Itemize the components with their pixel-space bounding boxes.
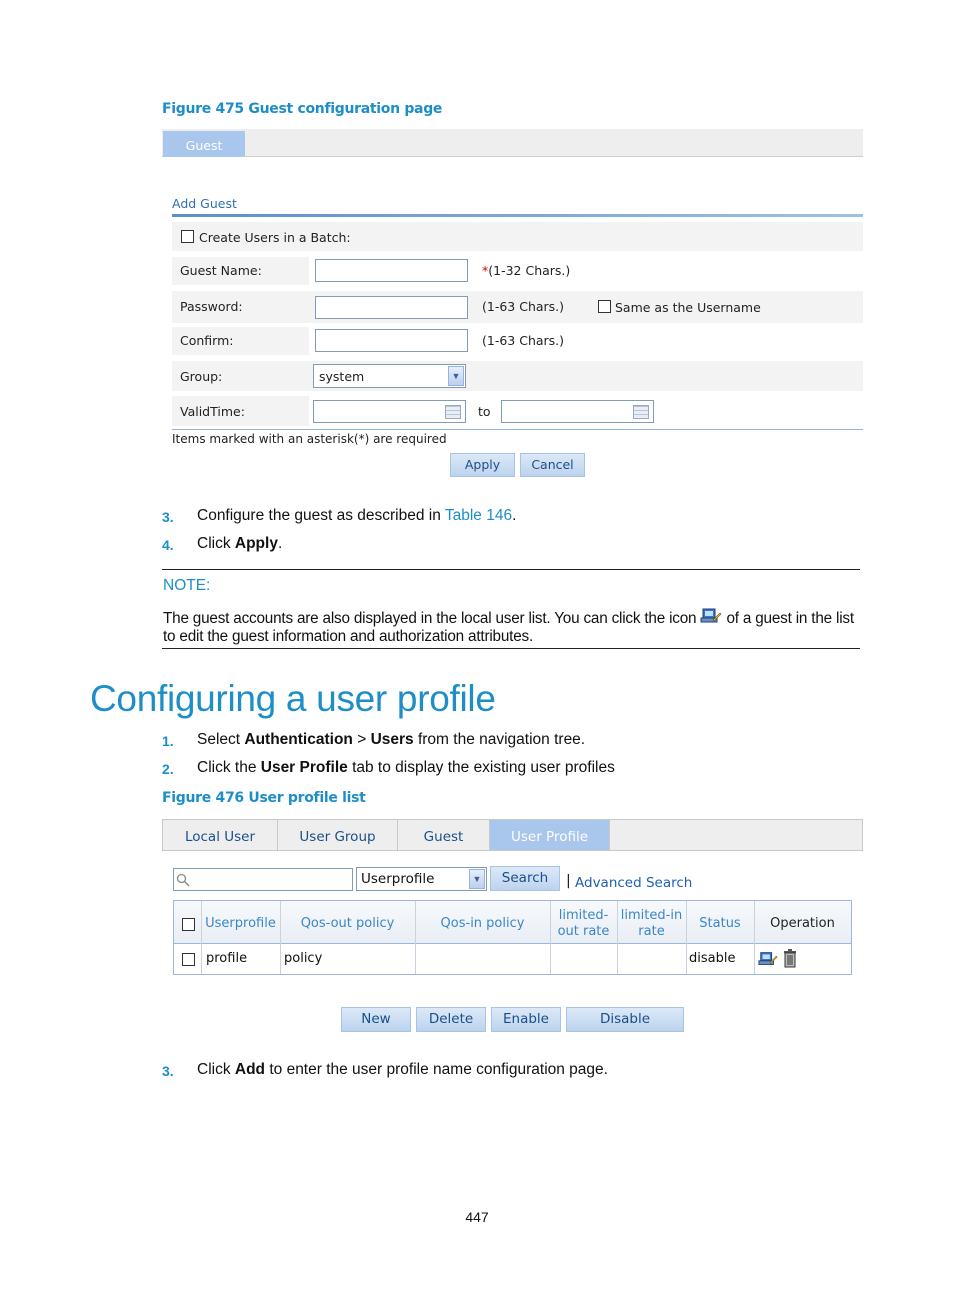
step-text: [197, 759, 615, 777]
note-line-2: to edit the guest information and authorization attributes.: [163, 628, 534, 645]
figure-476-caption: Figure 476 User profile list: [162, 790, 366, 806]
note-text: The guest accounts are also displayed in the local user list. You can click the icon: [163, 610, 697, 627]
confirm-input[interactable]: [315, 329, 468, 352]
step-text-part: to enter the user profile name configuration page.: [265, 1061, 608, 1078]
chevron-down-icon[interactable]: ▼: [469, 869, 485, 889]
cancel-button[interactable]: Cancel: [520, 453, 585, 477]
step-text-bold: User Profile: [260, 759, 348, 776]
validtime-start-input[interactable]: [313, 400, 466, 423]
required-asterisk: *: [482, 263, 489, 278]
table-146-link[interactable]: Table 146: [444, 507, 513, 524]
step-text-part: Configure the guest as described in: [197, 507, 445, 524]
search-input[interactable]: [173, 868, 353, 891]
advanced-search-link[interactable]: Advanced Search: [575, 875, 693, 891]
new-button[interactable]: New: [341, 1007, 411, 1032]
note-top-rule: [162, 569, 860, 570]
edit-icon[interactable]: [758, 950, 778, 968]
calendar-icon[interactable]: [445, 405, 461, 419]
table-row: [174, 944, 851, 974]
validtime-end-input[interactable]: [501, 400, 654, 423]
step-text-part: Click: [197, 1061, 235, 1078]
header-line: limited-in: [620, 908, 683, 923]
guest-name-label: Guest Name:: [180, 263, 262, 278]
batch-checkbox[interactable]: [181, 230, 194, 243]
edit-icon: [700, 607, 722, 623]
step-text: [197, 507, 516, 525]
password-label: Password:: [180, 299, 243, 314]
validtime-label: ValidTime:: [180, 404, 245, 419]
group-row: [172, 361, 863, 391]
column-header-qos-in[interactable]: Qos-in policy: [440, 916, 525, 931]
tab-user-profile[interactable]: User Profile: [490, 820, 610, 850]
tab-local-user[interactable]: Local User: [163, 820, 278, 850]
same-as-username-checkbox[interactable]: [598, 300, 611, 313]
step-text-part: .: [512, 507, 517, 524]
section-divider: [172, 214, 863, 217]
step-text-part: from the navigation tree.: [413, 731, 586, 748]
delete-button[interactable]: Delete: [416, 1007, 486, 1032]
note-text: of a guest in the list: [726, 610, 854, 627]
guest-name-hint: [482, 263, 570, 278]
cell-userprofile: profile: [206, 951, 248, 966]
add-guest-title: Add Guest: [172, 196, 237, 211]
cell-qos-out: policy: [284, 951, 323, 966]
header-line: limited-: [558, 908, 609, 923]
step-text-bold: Add: [234, 1061, 266, 1078]
tab-user-group[interactable]: User Group: [278, 820, 398, 850]
step-number: 3.: [162, 509, 174, 525]
step-number: 1.: [162, 733, 174, 749]
disable-button[interactable]: Disable: [566, 1007, 684, 1032]
cell-status: disable: [689, 951, 736, 966]
note-line-1: [163, 607, 863, 628]
calendar-icon[interactable]: [633, 405, 649, 419]
apply-button[interactable]: Apply: [450, 453, 515, 477]
step-number: 4.: [162, 537, 174, 553]
trash-icon[interactable]: [783, 949, 797, 968]
step-text-part: .: [277, 535, 283, 552]
search-field-select[interactable]: [356, 867, 487, 891]
step-text: [197, 1061, 608, 1079]
column-header-limited-in[interactable]: [617, 908, 686, 940]
step-text-bold: Users: [370, 731, 414, 748]
step-text-bold: Authentication: [244, 731, 353, 748]
section-heading: Configuring a user profile: [90, 678, 496, 719]
search-icon: [176, 873, 190, 887]
group-select[interactable]: [313, 364, 466, 388]
advanced-search-separator: |: [566, 873, 571, 889]
form-bottom-divider: [172, 429, 863, 430]
step-text-bold: Apply: [234, 535, 278, 552]
batch-label: Create Users in a Batch:: [199, 230, 351, 245]
same-as-username-label: Same as the Username: [615, 300, 761, 315]
note-title: NOTE:: [163, 577, 211, 594]
tab-guest[interactable]: Guest: [163, 131, 245, 157]
column-header-userprofile[interactable]: Userprofile: [205, 916, 276, 931]
row-checkbox[interactable]: [182, 953, 195, 966]
password-input[interactable]: [315, 296, 468, 319]
step-text: [197, 535, 282, 553]
step-number: 2.: [162, 761, 174, 777]
column-header-qos-out[interactable]: Qos-out policy: [300, 916, 395, 931]
column-header-limited-out[interactable]: [550, 908, 617, 940]
enable-button[interactable]: Enable: [491, 1007, 561, 1032]
note-bottom-rule: [162, 648, 860, 649]
guest-name-hint-text: (1-32 Chars.): [488, 263, 571, 278]
tab-guest[interactable]: Guest: [398, 820, 490, 850]
search-field-value: Userprofile: [361, 871, 435, 887]
step-text-part: Select: [197, 731, 245, 748]
step-text: [197, 731, 585, 749]
required-note: Items marked with an asterisk(*) are required: [172, 432, 447, 446]
group-select-value: system: [319, 369, 365, 384]
confirm-hint: (1-63 Chars.): [482, 333, 565, 348]
search-button[interactable]: Search: [490, 866, 560, 891]
select-all-checkbox[interactable]: [182, 918, 195, 931]
confirm-label: Confirm:: [180, 333, 234, 348]
column-header-operation: Operation: [770, 916, 835, 931]
user-tab-bar: [162, 819, 863, 851]
figure-475-caption: Figure 475 Guest configuration page: [162, 101, 443, 117]
validtime-to-label: to: [478, 404, 491, 419]
header-line: out rate: [557, 924, 610, 939]
group-label: Group:: [180, 369, 223, 384]
step-text-part: Click: [197, 535, 235, 552]
user-profile-table: [173, 900, 852, 975]
column-header-status[interactable]: Status: [699, 916, 741, 931]
guest-name-input[interactable]: [315, 259, 468, 282]
step-text-part: Click the: [197, 759, 261, 776]
chevron-down-icon[interactable]: ▼: [448, 366, 464, 386]
step-text-part: tab to display the existing user profiles: [347, 759, 615, 776]
password-hint: (1-63 Chars.): [482, 299, 565, 314]
step-text-part: >: [352, 731, 371, 748]
header-line: rate: [638, 924, 665, 939]
step-number: 3.: [162, 1063, 174, 1079]
page-number: 447: [465, 1209, 489, 1225]
guest-tab-bar: [162, 129, 863, 157]
